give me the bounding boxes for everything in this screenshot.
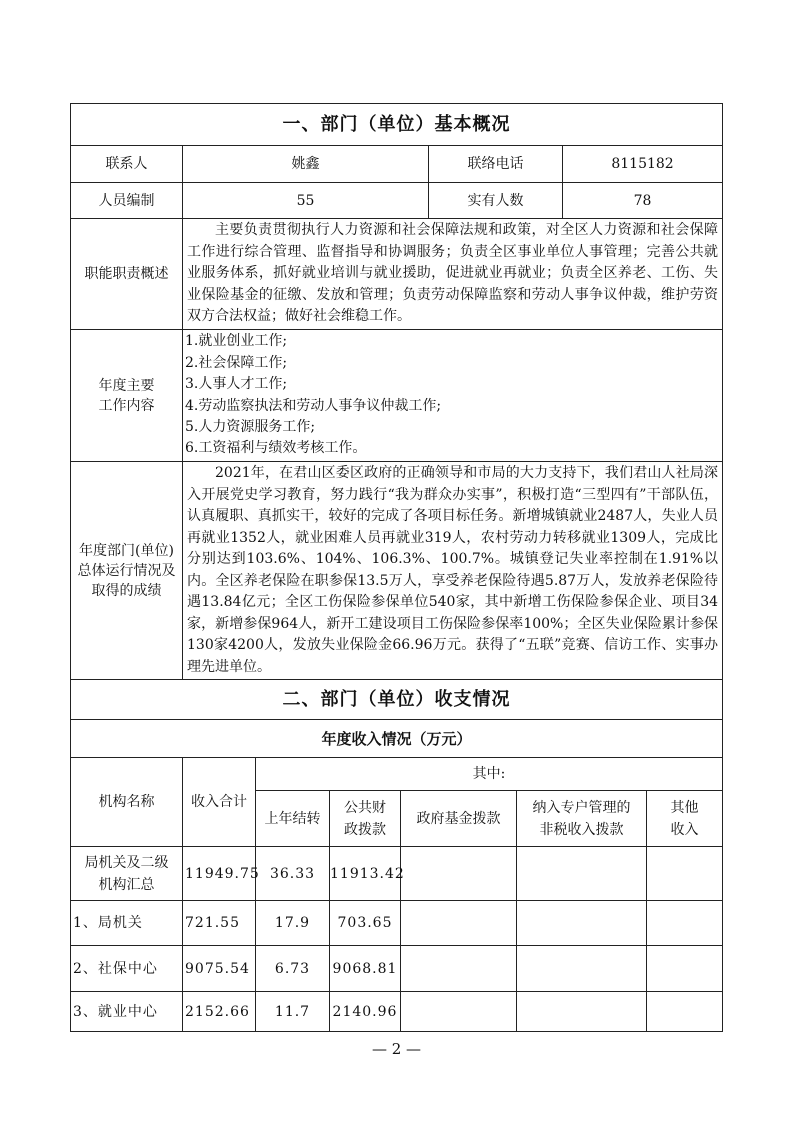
row-total: 11949.75: [183, 847, 256, 901]
row-carry: 11.7: [256, 992, 330, 1032]
row-special: [517, 946, 647, 992]
col-other-line2: 收入: [670, 821, 699, 838]
phone-value: 8115182: [563, 146, 723, 183]
row-fiscal: 2140.96: [330, 992, 401, 1032]
actual-label: 实有人数: [429, 183, 563, 219]
work-item: 6.工资福利与绩效考核工作。: [185, 440, 367, 457]
work-item: 1.就业创业工作;: [185, 333, 288, 350]
row-other: [647, 946, 723, 992]
work-item: 4.劳动监察执法和劳动人事争议仲裁工作;: [185, 397, 442, 414]
col-fiscal-line2: 政拨款: [344, 821, 386, 838]
row-other: [647, 992, 723, 1032]
work-label-line2: 工作内容: [98, 397, 155, 414]
income-header-row1: [71, 758, 723, 791]
col-fiscal-line1: 公共财: [344, 799, 386, 816]
row-fiscal: 703.65: [330, 901, 401, 946]
contact-row: [71, 146, 723, 183]
income-subtitle: 年度收入情况（万元）: [71, 720, 723, 758]
row-org-name: [71, 847, 183, 901]
work-row: [71, 330, 723, 462]
work-label: [71, 330, 183, 462]
row-fiscal: 11913.42: [330, 847, 401, 901]
row-fund: [401, 992, 517, 1032]
income-subtitle-row: [71, 720, 723, 758]
result-label: [71, 462, 183, 680]
table-row: [71, 946, 723, 992]
result-label-line2: 总体运行情况及: [77, 562, 176, 579]
section1-header-row: [71, 104, 723, 146]
duty-row: [71, 219, 723, 330]
col-total-header: 收入合计: [183, 758, 256, 847]
row-org-name-line2: 机构汇总: [98, 876, 155, 893]
row-carry: 6.73: [256, 946, 330, 992]
report-table: [70, 103, 723, 1032]
row-special: [517, 901, 647, 946]
row-fund: [401, 847, 517, 901]
row-total: 721.55: [183, 901, 256, 946]
row-fund: [401, 901, 517, 946]
row-org-name: 3、就业中心: [71, 992, 183, 1032]
staff-value: 55: [183, 183, 429, 219]
work-label-line1: 年度主要: [98, 377, 155, 394]
work-list: [183, 330, 723, 462]
col-special-header: [517, 791, 647, 847]
col-among-header: 其中:: [256, 758, 723, 791]
col-other-line1: 其他: [670, 799, 699, 816]
work-item: 2.社会保障工作;: [185, 354, 288, 371]
work-item: 3.人事人才工作;: [185, 376, 288, 393]
table-row: [71, 992, 723, 1032]
row-carry: 17.9: [256, 901, 330, 946]
row-org-name-line1: 局机关及二级: [84, 854, 169, 871]
contact-label: 联系人: [71, 146, 183, 183]
staff-label: 人员编制: [71, 183, 183, 219]
row-org-name: 1、局机关: [71, 901, 183, 946]
col-special-line1: 纳入专户管理的: [532, 799, 631, 816]
col-fund-header: 政府基金拨款: [401, 791, 517, 847]
col-other-header: [647, 791, 723, 847]
col-carry-header: 上年结转: [256, 791, 330, 847]
result-label-line1: 年度部门(单位): [79, 542, 174, 559]
col-fiscal-header: [330, 791, 401, 847]
staff-row: [71, 183, 723, 219]
row-other: [647, 901, 723, 946]
row-fiscal: 9068.81: [330, 946, 401, 992]
section2-title: 二、部门（单位）收支情况: [71, 680, 723, 720]
duty-label: 职能职责概述: [71, 219, 183, 330]
row-special: [517, 992, 647, 1032]
row-special: [517, 847, 647, 901]
row-total: 9075.54: [183, 946, 256, 992]
row-carry: 36.33: [256, 847, 330, 901]
table-row: [71, 901, 723, 946]
result-label-line3: 取得的成绩: [91, 582, 162, 599]
col-org-header: 机构名称: [71, 758, 183, 847]
result-row: [71, 462, 723, 680]
page-number: — 2 —: [371, 1040, 422, 1058]
table-row: [71, 847, 723, 901]
col-special-line2: 非税收入拨款: [539, 821, 624, 838]
work-item: 5.人力资源服务工作;: [185, 418, 316, 435]
result-text: 2021年，在君山区委区政府的正确领导和市局的大力支持下，我们君山人社局深入开展党史学习教育，努力践行“我为群众办实事”，积极打造“三型四有”干部队伍，认真履职、真抓实干，较好的完成了各项目标任务。新增城镇就业2487人，失业人员再就业1352人，就业困难人员再就业319人，农村劳动力转移就业1309人，完成比分别达到103.6%、104%、106.3%、100.7%。城镇登记失业率控制在1.91%以内。全区养老保险在职参保13.5万人，享受养老保险待遇5.87万人，发放养老保险待遇13.84亿元；全区工伤保险参保单位540家，其中新增工伤保险参保企业、项目34家，新增参保964人，新开工建设项目工伤保险参保率100%；全区失业保险累计参保130家4200人，发放失业保险金66.96万元。获得了“五联”竞赛、信访工作、实事办理先进单位。: [183, 462, 723, 680]
row-org-name: 2、社保中心: [71, 946, 183, 992]
actual-value: 78: [563, 183, 723, 219]
contact-value: 姚鑫: [183, 146, 429, 183]
duty-text: 主要负责贯彻执行人力资源和社会保障法规和政策，对全区人力资源和社会保障工作进行综合管理、监督指导和协调服务；负责全区事业单位人事管理；完善公共就业服务体系，抓好就业培训与就业援助，促进就业再就业；负责全区养老、工伤、失业保险基金的征缴、发放和管理；负责劳动保障监察和劳动人事争议仲裁，维护劳资双方合法权益；做好社会维稳工作。: [183, 219, 723, 330]
section1-title: 一、部门（单位）基本概况: [71, 104, 723, 146]
row-total: 2152.66: [183, 992, 256, 1032]
phone-label: 联络电话: [429, 146, 563, 183]
section2-header-row: [71, 680, 723, 720]
report-page: [70, 103, 722, 1032]
row-other: [647, 847, 723, 901]
row-fund: [401, 946, 517, 992]
